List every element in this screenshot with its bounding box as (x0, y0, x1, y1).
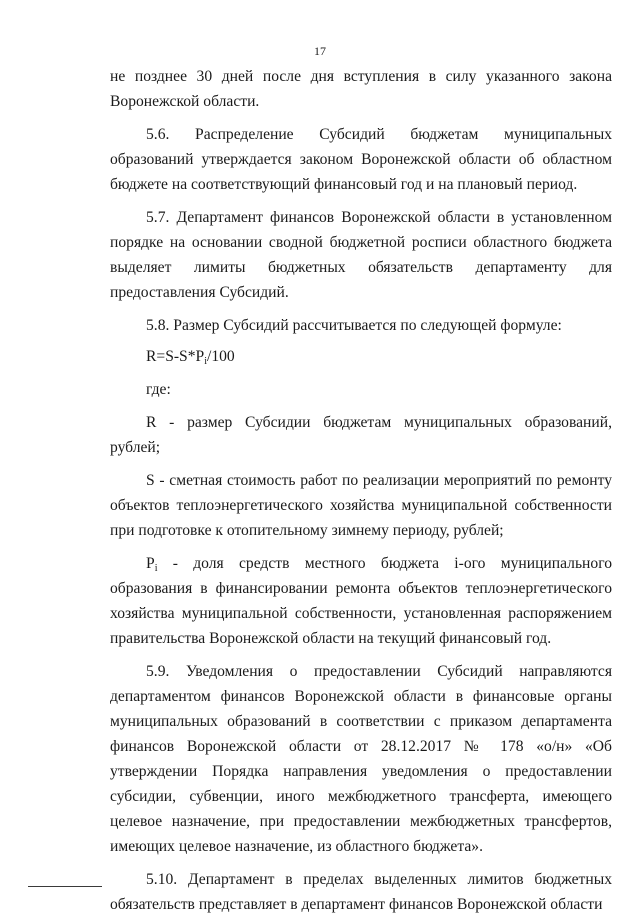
definition-pi (110, 551, 612, 651)
document-body (110, 64, 612, 917)
definition-text: - размер Субсидии бюджетам муниципальных образований, рублей; (110, 414, 612, 456)
paragraph-continuation: не позднее 30 дней после дня вступления в силу указанного закона Воронежской области. (110, 68, 612, 110)
formula-suffix: /100 (206, 348, 235, 365)
definition-term-subscript: i (154, 563, 158, 574)
page-number: 17 (314, 44, 326, 58)
definition-term: R (146, 414, 157, 431)
definition-s (110, 468, 612, 543)
paragraph-5-10: 5.10. Департамент в пределах выделенных лимитов бюджетных обязательств представляет в департамент финансов Воронежской области (110, 871, 612, 913)
formula-subscript: i (204, 356, 207, 367)
paragraph-5-9: 5.9. Уведомления о предоставлении Субсидий направляются департаментом финансов Воронежской области в финансовые органы муниципальных образований в соответствии с приказом департамента финансов Воронежской области от 28.12.2017 № 178 «о/н» «Об утверждении Порядка направления уведомления о предоставлении субсидии, субвенции, иного межбюджетного трансферта, имеющего целевое назначение, при предоставлении межбюджетных трансфертов, имеющих целевое назначение, из областного бюджета». (110, 663, 612, 855)
definition-text: - доля средств местного бюджета i-ого муниципального образования в финансировании ремонта объектов теплоэнергетического хозяйства муниципальной собственности, установленная распоряжением правительства Воронежской области на текущий финансовый год. (110, 555, 612, 647)
paragraph-5-7: 5.7. Департамент финансов Воронежской области в установленном порядке на основании сводной бюджетной росписи областного бюджета выделяет лимиты бюджетных обязательств департаменту для предоставления Субсидий. (110, 209, 612, 301)
definition-term: P (146, 555, 155, 572)
definition-r (110, 410, 612, 460)
definition-text: - сметная стоимость работ по реализации мероприятий по ремонту объектов теплоэнергетического хозяйства муниципальной собственности при подготовке к отопительному зимнему периоду, рублей; (110, 472, 612, 539)
subsidy-formula (110, 344, 612, 369)
paragraph-5-6: 5.6. Распределение Субсидий бюджетам муниципальных образований утверждается законом Воронежской области об областном бюджете на соответствующий финансовый год и на плановый период. (110, 126, 612, 193)
definition-term: S (146, 472, 155, 489)
paragraph-5-8: 5.8. Размер Субсидий рассчитывается по следующей формуле: (146, 317, 562, 334)
footer-divider (28, 886, 102, 887)
where-label: где: (146, 381, 171, 398)
formula-prefix: R=S-S*P (146, 348, 205, 365)
